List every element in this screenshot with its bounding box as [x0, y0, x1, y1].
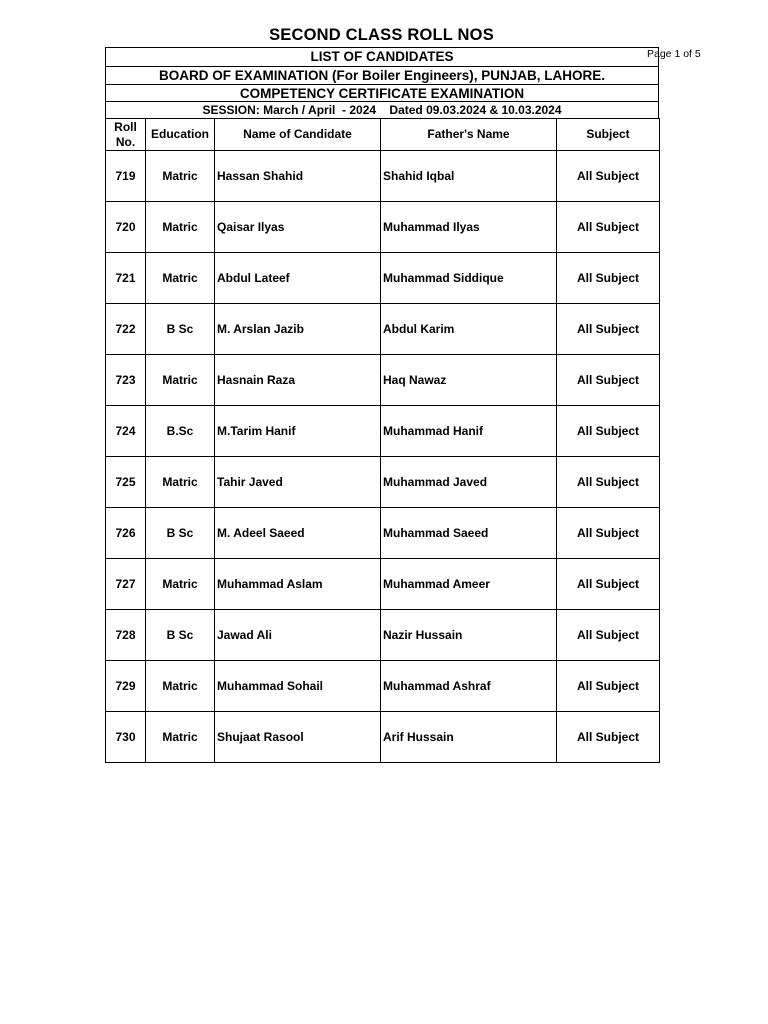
cell-roll: 725 — [106, 457, 146, 508]
table-row — [106, 661, 660, 712]
table-row — [106, 508, 660, 559]
cell-subject: All Subject — [557, 304, 660, 355]
table-row — [106, 457, 660, 508]
table-row — [106, 712, 660, 763]
cell-father: Muhammad Saeed — [381, 508, 557, 559]
table-row — [106, 610, 660, 661]
cell-education: Matric — [146, 151, 215, 202]
cell-education: B Sc — [146, 508, 215, 559]
table-row — [106, 355, 660, 406]
cell-subject: All Subject — [557, 202, 660, 253]
table-row — [106, 151, 660, 202]
cell-roll: 729 — [106, 661, 146, 712]
page-title: SECOND CLASS ROLL NOS — [269, 26, 494, 44]
cell-subject: All Subject — [557, 355, 660, 406]
table-header-row — [106, 119, 660, 151]
candidates-table — [105, 118, 660, 763]
header-board-name: BOARD OF EXAMINATION (For Boiler Engineers), PUNJAB, LAHORE. — [105, 66, 659, 85]
col-header-education: Education — [146, 119, 215, 151]
col-header-name: Name of Candidate — [215, 119, 381, 151]
cell-name: Shujaat Rasool — [215, 712, 381, 763]
cell-roll: 724 — [106, 406, 146, 457]
cell-subject: All Subject — [557, 559, 660, 610]
cell-name: Muhammad Sohail — [215, 661, 381, 712]
col-header-subject: Subject — [557, 119, 660, 151]
cell-roll: 723 — [106, 355, 146, 406]
cell-name: M. Adeel Saeed — [215, 508, 381, 559]
cell-subject: All Subject — [557, 508, 660, 559]
cell-roll: 719 — [106, 151, 146, 202]
col-header-father: Father's Name — [381, 119, 557, 151]
header-session-info — [105, 101, 659, 119]
header-exam-name: COMPETENCY CERTIFICATE EXAMINATION — [105, 84, 659, 102]
cell-roll: 722 — [106, 304, 146, 355]
cell-education: Matric — [146, 712, 215, 763]
cell-father: Muhammad Ilyas — [381, 202, 557, 253]
cell-subject: All Subject — [557, 457, 660, 508]
table-row — [106, 304, 660, 355]
cell-education: Matric — [146, 457, 215, 508]
cell-roll: 720 — [106, 202, 146, 253]
cell-father: Muhammad Hanif — [381, 406, 557, 457]
cell-subject: All Subject — [557, 151, 660, 202]
cell-subject: All Subject — [557, 406, 660, 457]
header-list-title: LIST OF CANDIDATES — [105, 47, 659, 66]
cell-education: Matric — [146, 559, 215, 610]
cell-father: Muhammad Ashraf — [381, 661, 557, 712]
table-row — [106, 253, 660, 304]
cell-name: Hassan Shahid — [215, 151, 381, 202]
cell-roll: 730 — [106, 712, 146, 763]
table-row — [106, 406, 660, 457]
cell-education: Matric — [146, 661, 215, 712]
cell-father: Nazir Hussain — [381, 610, 557, 661]
cell-name: Jawad Ali — [215, 610, 381, 661]
cell-name: Abdul Lateef — [215, 253, 381, 304]
cell-education: B Sc — [146, 610, 215, 661]
page-number: Page 1 of 5 — [647, 48, 701, 60]
cell-education: Matric — [146, 355, 215, 406]
cell-roll: 727 — [106, 559, 146, 610]
cell-name: M.Tarim Hanif — [215, 406, 381, 457]
cell-education: B.Sc — [146, 406, 215, 457]
table-row — [106, 559, 660, 610]
session-text: SESSION: March / April - 2024 Dated 09.03.2024 & 10.03.2024 — [202, 103, 562, 117]
table-row — [106, 202, 660, 253]
cell-father: Muhammad Javed — [381, 457, 557, 508]
cell-subject: All Subject — [557, 253, 660, 304]
cell-name: Hasnain Raza — [215, 355, 381, 406]
cell-father: Arif Hussain — [381, 712, 557, 763]
cell-subject: All Subject — [557, 610, 660, 661]
cell-father: Shahid Iqbal — [381, 151, 557, 202]
cell-education: Matric — [146, 253, 215, 304]
cell-father: Abdul Karim — [381, 304, 557, 355]
cell-father: Haq Nawaz — [381, 355, 557, 406]
cell-name: Tahir Javed — [215, 457, 381, 508]
cell-subject: All Subject — [557, 661, 660, 712]
cell-father: Muhammad Siddique — [381, 253, 557, 304]
cell-roll: 721 — [106, 253, 146, 304]
cell-name: M. Arslan Jazib — [215, 304, 381, 355]
cell-education: Matric — [146, 202, 215, 253]
cell-subject: All Subject — [557, 712, 660, 763]
col-header-roll: Roll No. — [106, 119, 146, 151]
cell-roll: 726 — [106, 508, 146, 559]
cell-name: Qaisar Ilyas — [215, 202, 381, 253]
cell-father: Muhammad Ameer — [381, 559, 557, 610]
cell-education: B Sc — [146, 304, 215, 355]
cell-roll: 728 — [106, 610, 146, 661]
cell-name: Muhammad Aslam — [215, 559, 381, 610]
